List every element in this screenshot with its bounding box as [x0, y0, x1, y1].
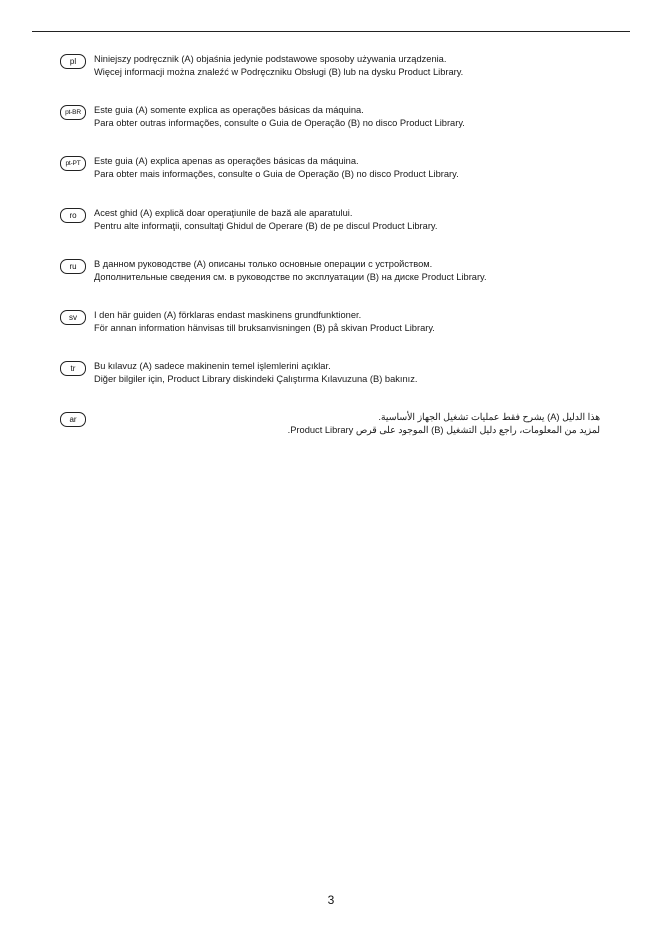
entry-line-1: Bu kılavuz (A) sadece makinenin temel işlemlerini açıklar.	[94, 361, 331, 371]
entry-line-1: هذا الدليل (A) يشرح فقط عمليات تشغيل الجهاز الأساسية.	[378, 412, 600, 422]
entry-line-1: Este guia (A) somente explica as operações básicas da máquina.	[94, 105, 364, 115]
language-entry-pt-br	[60, 104, 630, 138]
entry-text-sv	[94, 309, 630, 335]
language-entry-tr	[60, 360, 630, 394]
language-code-badge-ar: ar	[60, 412, 86, 427]
entry-line-2: Para obter outras informações, consulte o Guia de Operação (B) no disco Product Library.	[94, 118, 465, 128]
language-code-badge-pt-br: pt-BR	[60, 105, 86, 120]
entry-text-ar	[94, 411, 600, 437]
entry-line-2: Para obter mais informações, consulte o Guia de Operação (B) no disco Product Library.	[94, 169, 459, 179]
language-code-badge-sv: sv	[60, 310, 86, 325]
entry-line-2: Diğer bilgiler için, Product Library diskindeki Çalıştırma Kılavuzuna (B) bakınız.	[94, 374, 418, 384]
language-entry-pt-pt	[60, 155, 630, 189]
language-code-badge-ru: ru	[60, 259, 86, 274]
page-number: 3	[327, 893, 335, 907]
language-code-badge-pl: pl	[60, 54, 86, 69]
entry-text-pt-pt	[94, 155, 630, 181]
language-code-badge-pt-pt: pt-PT	[60, 156, 86, 171]
entry-text-pt-br	[94, 104, 630, 130]
entry-line-1: Niniejszy podręcznik (A) objaśnia jedynie podstawowe sposoby używania urządzenia.	[94, 54, 447, 64]
language-code-badge-ro: ro	[60, 208, 86, 223]
entry-line-2: Więcej informacji można znaleźć w Podręczniku Obsługi (B) lub na dysku Product Library.	[94, 67, 464, 77]
language-entry-ar	[60, 411, 630, 445]
entry-text-ru	[94, 258, 630, 284]
top-rule	[32, 31, 630, 32]
language-entry-ro	[60, 207, 630, 241]
entry-text-ro	[94, 207, 630, 233]
entry-line-2: För annan information hänvisas till bruksanvisningen (B) på skivan Product Library.	[94, 323, 435, 333]
entry-text-pl	[94, 53, 630, 79]
entry-text-tr	[94, 360, 630, 386]
language-entry-sv	[60, 309, 630, 343]
entry-line-2: Дополнительные сведения см. в руководстве по эксплуатации (B) на диске Product Library.	[94, 272, 487, 282]
entry-line-2: لمزيد من المعلومات، راجع دليل التشغيل (B) الموجود على قرص Product Library.	[287, 425, 600, 435]
entry-line-1: Este guia (A) explica apenas as operações básicas da máquina.	[94, 156, 359, 166]
language-entry-ru	[60, 258, 630, 292]
language-entry-pl	[60, 53, 630, 87]
language-code-badge-tr: tr	[60, 361, 86, 376]
entry-line-1: Acest ghid (A) explică doar operaţiunile de bază ale aparatului.	[94, 208, 353, 218]
entry-line-1: В данном руководстве (A) описаны только основные операции с устройством.	[94, 259, 433, 269]
entry-line-1: I den här guiden (A) förklaras endast maskinens grundfunktioner.	[94, 310, 362, 320]
entry-line-2: Pentru alte informaţii, consultaţi Ghidul de Operare (B) de pe discul Product Library.	[94, 221, 438, 231]
